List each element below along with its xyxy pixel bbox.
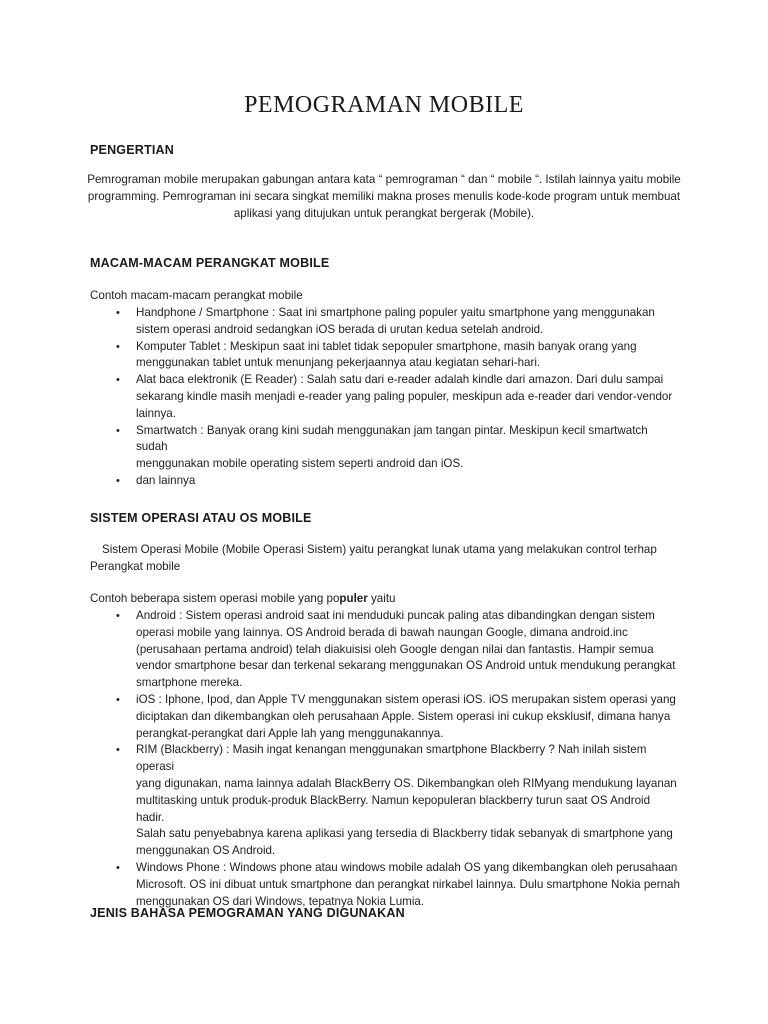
text-line: menggunakan OS Android. xyxy=(136,844,276,858)
text-line: Smartwatch : Banyak orang kini sudah menggunakan jam tangan pintar. Meskipun kecil smartwatch sudah xyxy=(136,423,648,454)
text-line: aplikasi yang ditujukan untuk perangkat bergerak (Mobile). xyxy=(233,206,535,220)
list-perangkat-mobile xyxy=(90,305,680,490)
list-item xyxy=(90,305,680,339)
list-item xyxy=(90,692,680,742)
text-line: dan lainnya xyxy=(136,473,196,487)
intro-macam-perangkat: Contoh macam-macam perangkat mobile xyxy=(90,289,303,302)
bullet-icon: • xyxy=(116,374,120,387)
heading-pengertian: PENGERTIAN xyxy=(90,143,174,157)
bullet-icon: • xyxy=(116,861,120,874)
heading-macam-perangkat: MACAM-MACAM PERANGKAT MOBILE xyxy=(90,256,330,270)
paragraph-sistem-operasi xyxy=(90,542,680,576)
list-item xyxy=(90,742,680,860)
bullet-icon: • xyxy=(116,610,120,622)
list-item xyxy=(90,860,680,910)
list-item xyxy=(90,423,680,473)
text-line: iOS : Iphone, Ipod, dan Apple TV menggunakan sistem operasi iOS. iOS merupakan sistem operasi yang xyxy=(136,692,676,706)
text-line: RIM (Blackberry) : Masih ingat kenangan menggunakan smartphone Blackberry ? Nah inilah sistem operasi xyxy=(136,743,647,774)
bullet-icon: • xyxy=(116,474,120,487)
text-line: Handphone / Smartphone : Saat ini smartphone paling populer yaitu smartphone yang menggunakan xyxy=(136,306,655,319)
text-line: menggunakan OS dari Windows, tepatnya Nokia Lumia. xyxy=(136,894,425,908)
heading-sistem-operasi: SISTEM OPERASI ATAU OS MOBILE xyxy=(90,511,312,525)
document-title: PEMOGRAMAN MOBILE xyxy=(244,92,524,118)
text-line: vendor smartphone besar dan terkenal sekarang menggunakan OS Android untuk mendukung perangkat xyxy=(136,659,676,673)
text-line: smartphone mereka. xyxy=(136,676,243,690)
text-line: operasi mobile yang lainnya. OS Android berada di bawah naungan Google, dimana android.inc xyxy=(136,625,628,639)
text-line: yang digunakan, nama lainnya adalah BlackBerry OS. Dikembangkan oleh RIMyang mendukung layanan xyxy=(136,776,677,790)
intro-text: yaitu xyxy=(367,592,396,605)
text-line: Perangkat mobile xyxy=(90,559,181,573)
text-line: sekarang kindle masih menjadi e-reader yang paling populer, meskipun ada e-reader dari vendor-vendor xyxy=(136,389,673,403)
text-line: lainnya. xyxy=(136,406,176,420)
text-line: Komputer Tablet : Meskipun saat ini tablet tidak sepopuler smartphone, masih banyak orang yang xyxy=(136,339,637,353)
list-item xyxy=(90,473,680,490)
text-line: menggunakan mobile operating sistem seperti android dan iOS. xyxy=(136,457,464,471)
text-line: diciptakan dan dikembangkan oleh perusahaan Apple. Sistem operasi ini cukup eksklusif, dimana hanya xyxy=(136,709,671,723)
text-line: programming. Pemrograman ini secara singkat memiliki makna proses menulis kode-kode program untuk membuat xyxy=(87,189,681,203)
list-item xyxy=(90,372,680,422)
text-line: Microsoft. OS ini dibuat untuk smartphone dan perangkat nirkabel lainnya. Dulu smartphone Nokia pernah xyxy=(136,877,680,891)
bullet-icon: • xyxy=(116,307,120,319)
list-sistem-operasi xyxy=(90,608,680,910)
text-line: Sistem Operasi Mobile (Mobile Operasi Sistem) yaitu perangkat lunak utama yang melakukan control terhap xyxy=(102,543,657,556)
bullet-icon: • xyxy=(116,340,120,353)
intro-text: Contoh beberapa sistem operasi mobile yang po xyxy=(90,592,340,605)
bullet-icon: • xyxy=(116,424,120,437)
intro-bold-text: puler xyxy=(339,592,368,605)
text-line: Windows Phone : Windows phone atau windows mobile adalah OS yang dikembangkan oleh perusahaan xyxy=(136,860,678,874)
text-line: menggunakan tablet untuk menunjang pekerjaannya atau kegiatan sehari-hari. xyxy=(136,356,541,370)
text-line: perangkat-perangkat dari Apple lah yang menggunakannya. xyxy=(136,726,444,740)
list-item xyxy=(90,339,680,373)
text-line: Alat baca elektronik (E Reader) : Salah satu dari e-reader adalah kindle dari amazon. Dari dulu sampai xyxy=(136,373,664,387)
list-item xyxy=(90,608,680,692)
bullet-icon: • xyxy=(116,744,120,757)
text-line: sistem operasi android sedangkan iOS berada di urutan kedua setelah android. xyxy=(136,322,544,336)
text-line: multitasking untuk produk-produk BlackBerry. Namun kepopuleran blackberry turun saat OS Android hadir. xyxy=(136,793,651,824)
bullet-icon: • xyxy=(116,693,120,706)
heading-jenis-bahasa: JENIS BAHASA PEMOGRAMAN YANG DIGUNAKAN xyxy=(90,906,405,920)
paragraph-pengertian xyxy=(86,172,682,222)
text-line: (perusahaan pertama android) telah diakuisisi oleh Google dengan nilai dan fantastis. Hampir semua xyxy=(136,642,654,656)
text-line: Pemrograman mobile merupakan gabungan antara kata “ pemrograman “ dan “ mobile “. Istilah lainnya yaitu mobile xyxy=(87,173,681,186)
intro-sistem-operasi xyxy=(90,591,690,608)
text-line: Android : Sistem operasi android saat ini menduduki puncak paling atas dibandingkan dengan sistem xyxy=(136,609,655,622)
text-line: Salah satu penyebabnya karena aplikasi yang tersedia di Blackberry tidak sebanyak di smartphone yang xyxy=(136,827,673,841)
